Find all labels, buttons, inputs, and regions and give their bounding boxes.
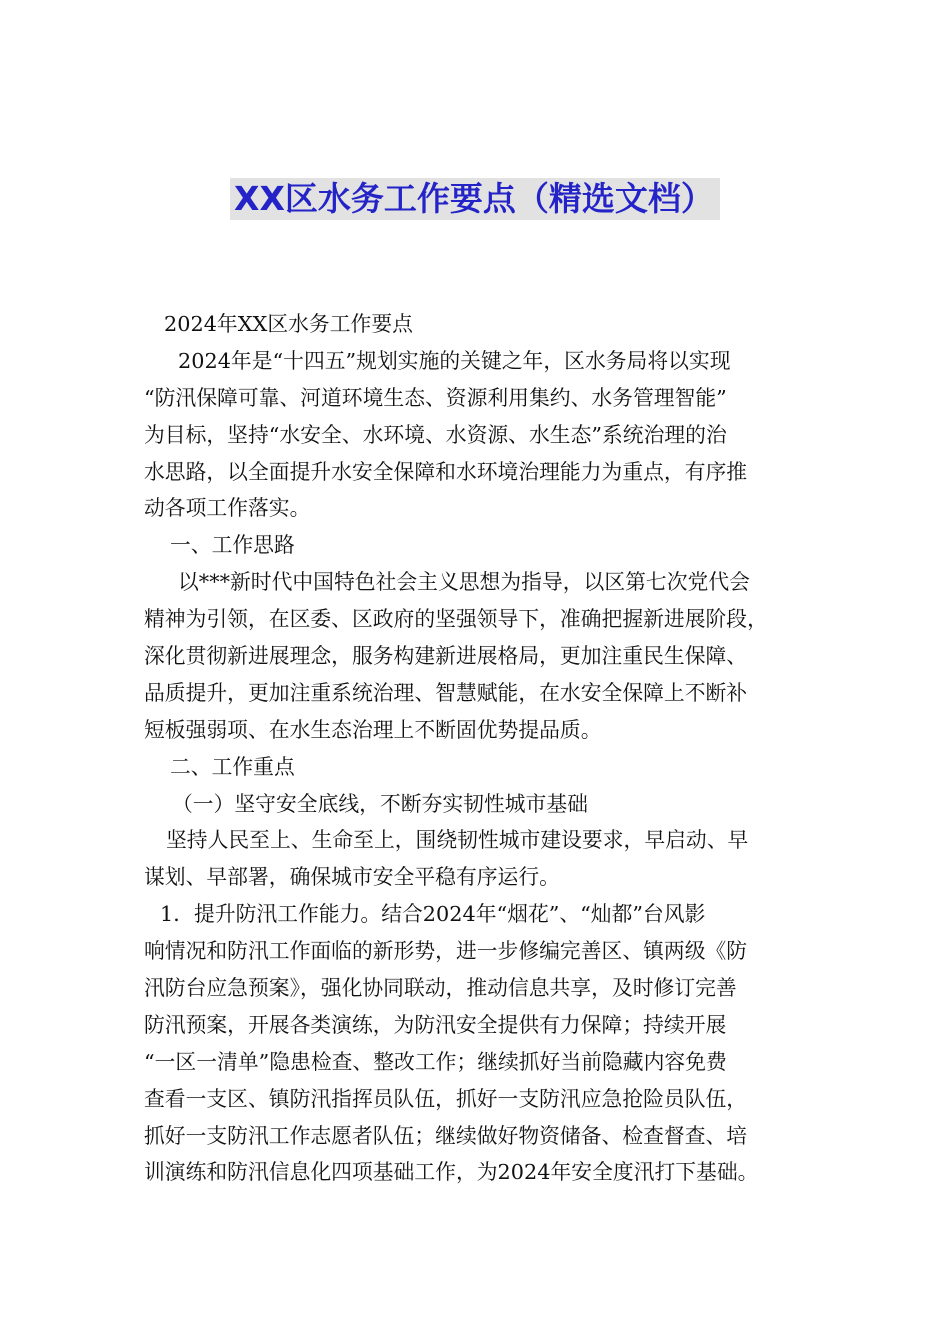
subsection-heading: （一）坚守安全底线，不断夯实韧性城市基础 xyxy=(172,791,588,816)
title-container xyxy=(0,178,950,220)
text-line: 为目标，坚持“水安全、水环境、水资源、水生态”系统治理的治 xyxy=(144,422,727,447)
text-line: 2024年是“十四五”规划实施的关键之年，区水务局将以实现 xyxy=(178,348,731,373)
text-line: 1．提升防汛工作能力。结合2024年“烟花”、“灿都”台风影 xyxy=(160,902,706,927)
document-title: XX区水务工作要点（精选文档） xyxy=(230,178,720,220)
text-line: 水思路，以全面提升水安全保障和水环境治理能力为重点，有序推 xyxy=(144,459,748,484)
text-line: 动各项工作落实。 xyxy=(144,496,311,521)
text-line: 查看一支区、镇防汛指挥员队伍，抓好一支防汛应急抢险员队伍， xyxy=(144,1086,748,1111)
paragraph-heading: 2024年XX区水务工作要点 xyxy=(164,312,413,336)
text-line: 防汛预案，开展各类演练，为防汛安全提供有力保障；持续开展 xyxy=(144,1012,727,1037)
text-line: 抓好一支防汛工作志愿者队伍；继续做好物资储备、检查督查、培 xyxy=(144,1123,748,1148)
text-line: 短板强弱项、在水生态治理上不断固优势提品质。 xyxy=(144,717,602,742)
text-line: 品质提升，更加注重系统治理、智慧赋能，在水安全保障上不断补 xyxy=(144,680,748,705)
text-line: “一区一清单”隐患检查、整改工作；继续抓好当前隐藏内容免费 xyxy=(144,1049,727,1074)
section-heading: 二、工作重点 xyxy=(170,754,295,779)
document-body xyxy=(144,306,810,1191)
text-line: 汛防台应急预案》，强化协同联动，推动信息共享，及时修订完善 xyxy=(144,976,737,1001)
text-line: 坚持人民至上、生命至上，围绕韧性城市建设要求，早启动、早 xyxy=(166,828,749,853)
text-line: 精神为引领，在区委、区政府的坚强领导下，准确把握新进展阶段， xyxy=(144,607,768,632)
text-line: “防汛保障可靠、河道环境生态、资源利用集约、水务管理智能” xyxy=(144,385,727,410)
text-line: 谋划、早部署，确保城市安全平稳有序运行。 xyxy=(144,865,560,890)
text-line: 响情况和防汛工作面临的新形势，进一步修编完善区、镇两级《防 xyxy=(144,939,748,964)
text-line: 以***新时代中国特色社会主义思想为指导，以区第七次党代会 xyxy=(178,570,750,595)
text-line: 深化贯彻新进展理念，服务构建新进展格局，更加注重民生保障、 xyxy=(144,644,748,669)
section-heading: 一、工作思路 xyxy=(170,533,295,558)
text-line: 训演练和防汛信息化四项基础工作，为2024年安全度汛打下基础。 xyxy=(144,1160,759,1185)
